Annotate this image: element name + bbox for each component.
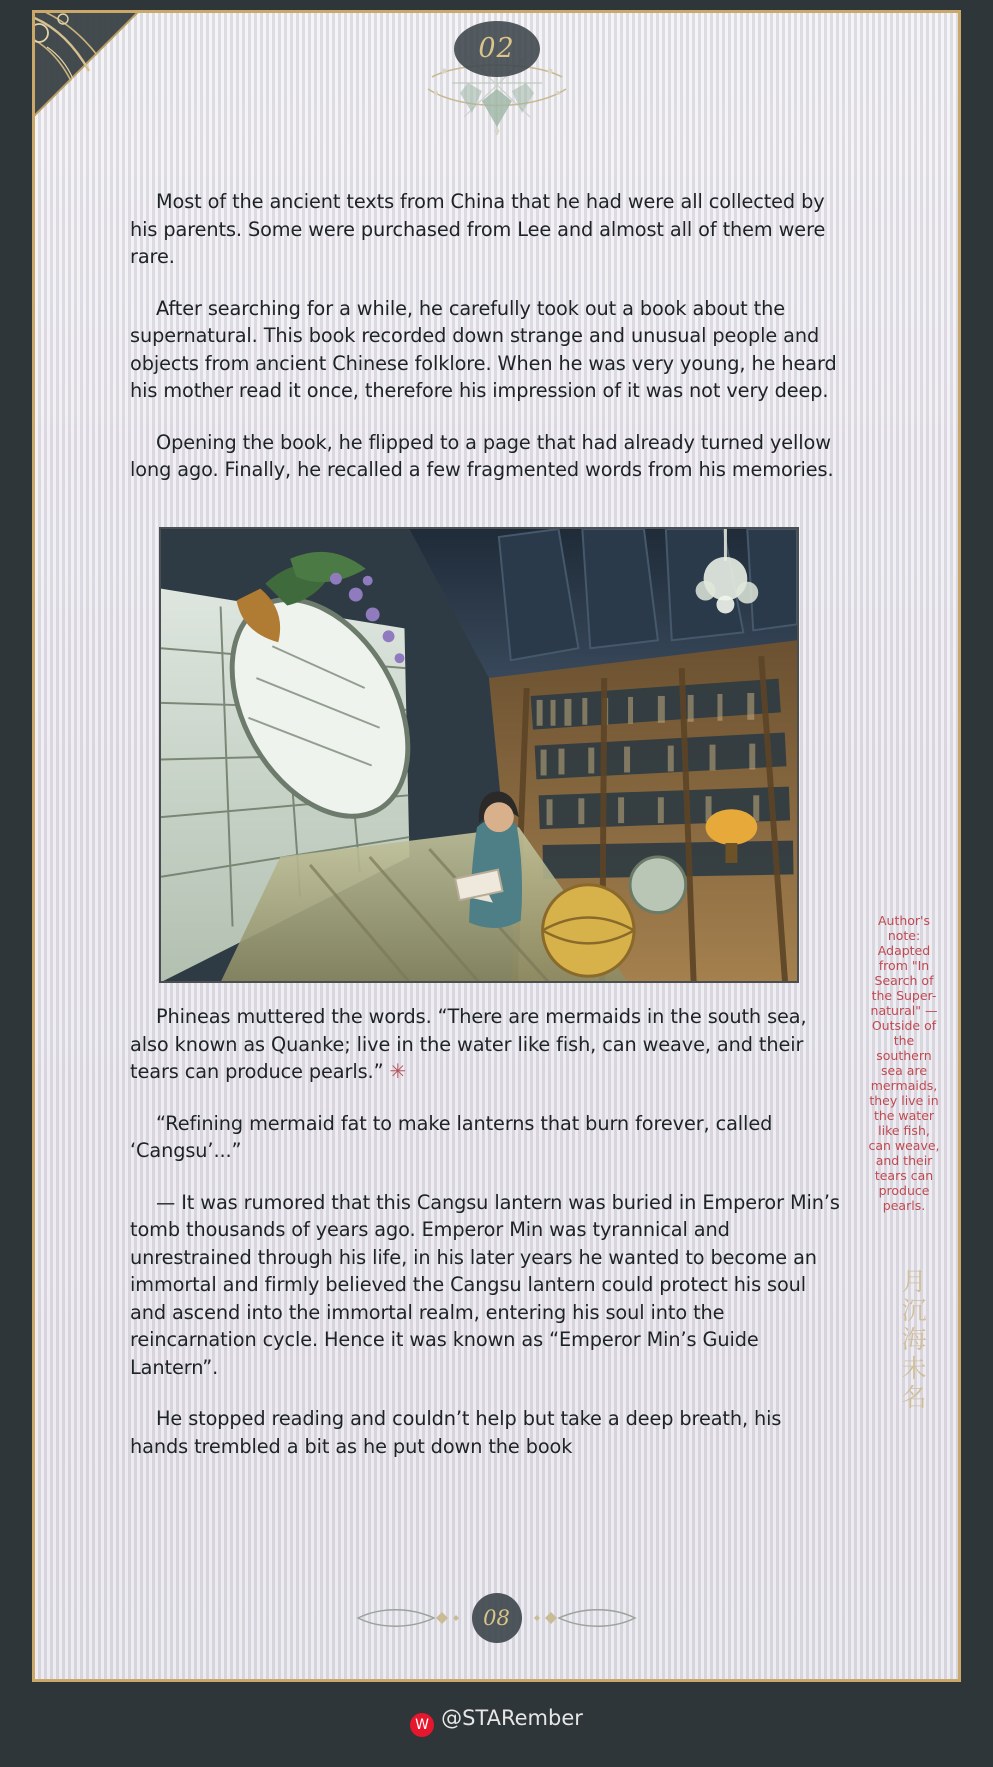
credit-bar [0, 1706, 993, 1737]
footnote-asterisk: ✳ [389, 1059, 407, 1083]
chapter-number: 02 [454, 21, 540, 77]
author-note: Author's note: Adapted from "In Search of the Super-natural" — Outside of the southern sea are mermaids, they live in the water like fish, can weave, and their tears can produce pearls. [868, 913, 940, 1213]
page-number: 08 [472, 1593, 522, 1643]
paper-surface [35, 13, 958, 1679]
vertical-title-watermark: 月沉海未名 [898, 1268, 927, 1413]
body-text-bottom [130, 1003, 840, 1480]
weibo-icon: W [410, 1713, 434, 1737]
paragraph [130, 1003, 840, 1086]
paragraph: Opening the book, he flipped to a page that had already turned yellow long ago. Finally, he recalled a few fragmented words from his memories. [130, 430, 834, 481]
library-rotunda-illustration [161, 529, 797, 982]
body-text-top [130, 188, 840, 508]
chapter-header [35, 21, 958, 141]
footer-ornament-right-icon [527, 1605, 637, 1631]
paragraph: After searching for a while, he carefully took out a book about the supernatural. This book recorded down strange and unusual people and objects from ancient Chinese folklore. When he was very young, he heard his mother read it once, therefore his impression of it was not very deep. [130, 296, 837, 402]
paragraph-text: Phineas muttered the words. “There are mermaids in the south sea, also known as Quanke; live in the water like fish, can weave, and their tears can produce pearls.” [130, 1005, 807, 1083]
illustration-panel [159, 527, 799, 983]
paragraph: Most of the ancient texts from China that he had were all collected by his parents. Some were purchased from Lee and almost all of them were rare. [130, 190, 826, 268]
page-footer [35, 1593, 958, 1643]
paragraph: “Refining mermaid fat to make lanterns that burn forever, called ‘Cangsu’...” [130, 1111, 773, 1162]
credit-handle: @STARember [441, 1706, 583, 1730]
paragraph: He stopped reading and couldn’t help but take a deep breath, his hands trembled a bit as he put down the book [130, 1407, 782, 1458]
paragraph: — It was rumored that this Cangsu lantern was buried in Emperor Min’s tomb thousands of years ago. Emperor Min was tyrannical and unrestrained through his life, in his later years he wanted to become an immortal and firmly believed the Cangsu lantern could protect his soul and ascend into the immortal realm, entering his soul into the reincarnation cycle. Hence it was known as “Emperor Min’s Guide Lantern”. [130, 1190, 840, 1379]
paper-frame [32, 10, 961, 1682]
footer-ornament-left-icon [356, 1605, 466, 1631]
